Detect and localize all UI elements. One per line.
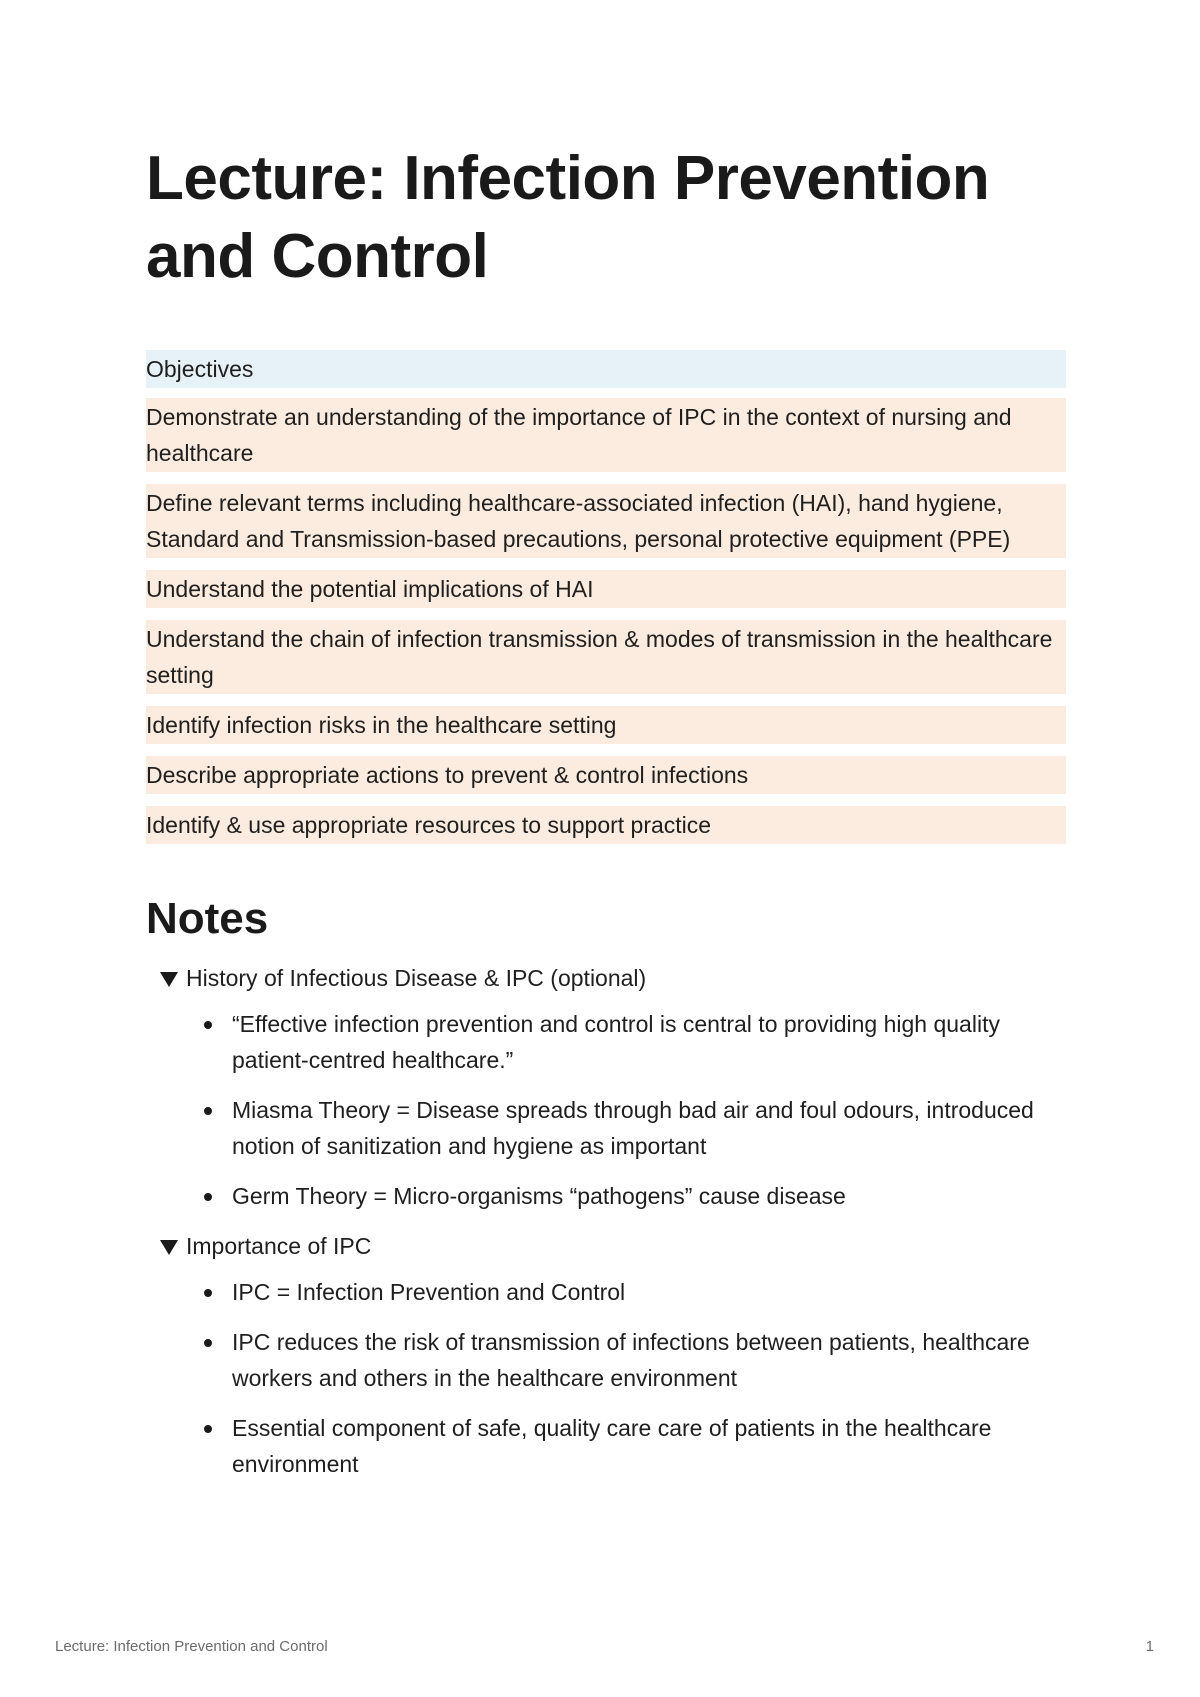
list-item	[204, 1006, 1066, 1078]
objectives-header: Objectives	[146, 350, 1066, 388]
bullet-icon	[204, 1339, 212, 1347]
bullet-list	[160, 1274, 1066, 1482]
list-item	[204, 1178, 1066, 1214]
objective-row: Identify & use appropriate resources to support practice	[146, 806, 1066, 844]
objective-row: Define relevant terms including healthcare-associated infection (HAI), hand hygiene, Standard and Transmission-based precautions, personal protective equipment (PPE)	[146, 484, 1066, 558]
bullet-icon	[204, 1289, 212, 1297]
toggle-importance	[160, 1228, 1066, 1482]
objective-row: Identify infection risks in the healthcare setting	[146, 706, 1066, 744]
objectives-table	[146, 350, 1066, 844]
list-item-text: IPC = Infection Prevention and Control	[232, 1279, 626, 1305]
notes-heading: Notes	[146, 894, 269, 943]
bullet-list	[160, 1006, 1066, 1214]
list-item-text: IPC reduces the risk of transmission of infections between patients, healthcare workers and others in the healthcare environment	[232, 1329, 1030, 1391]
toggle-triangle-icon[interactable]	[160, 1240, 178, 1255]
objective-row: Describe appropriate actions to prevent & control infections	[146, 756, 1066, 794]
toggle-summary-importance[interactable]	[160, 1228, 1066, 1264]
toggle-triangle-icon[interactable]	[160, 972, 178, 987]
objective-row: Demonstrate an understanding of the importance of IPC in the context of nursing and healthcare	[146, 398, 1066, 472]
toggle-history	[160, 960, 1066, 1214]
toggle-title: History of Infectious Disease & IPC (optional)	[186, 965, 647, 991]
page-content	[146, 140, 1066, 1496]
objective-row: Understand the chain of infection transmission & modes of transmission in the healthcare setting	[146, 620, 1066, 694]
list-item	[204, 1274, 1066, 1310]
toggle-summary-history[interactable]	[160, 960, 1066, 996]
bullet-icon	[204, 1425, 212, 1433]
list-item-text: “Effective infection prevention and control is central to providing high quality patient-centred healthcare.”	[232, 1011, 1000, 1073]
page-title: Lecture: Infection Prevention and Control	[146, 144, 990, 291]
list-item-text: Essential component of safe, quality care care of patients in the healthcare environment	[232, 1415, 992, 1477]
list-item	[204, 1324, 1066, 1396]
bullet-icon	[204, 1021, 212, 1029]
bullet-icon	[204, 1193, 212, 1201]
page-number: 1	[1145, 1638, 1154, 1655]
list-item-text: Miasma Theory = Disease spreads through bad air and foul odours, introduced notion of sanitization and hygiene as important	[232, 1097, 1034, 1159]
objective-row: Understand the potential implications of HAI	[146, 570, 1066, 608]
toggle-title: Importance of IPC	[186, 1233, 372, 1259]
footer-title: Lecture: Infection Prevention and Control	[55, 1638, 328, 1655]
bullet-icon	[204, 1107, 212, 1115]
list-item-text: Germ Theory = Micro-organisms “pathogens” cause disease	[232, 1183, 846, 1209]
list-item	[204, 1410, 1066, 1482]
list-item	[204, 1092, 1066, 1164]
